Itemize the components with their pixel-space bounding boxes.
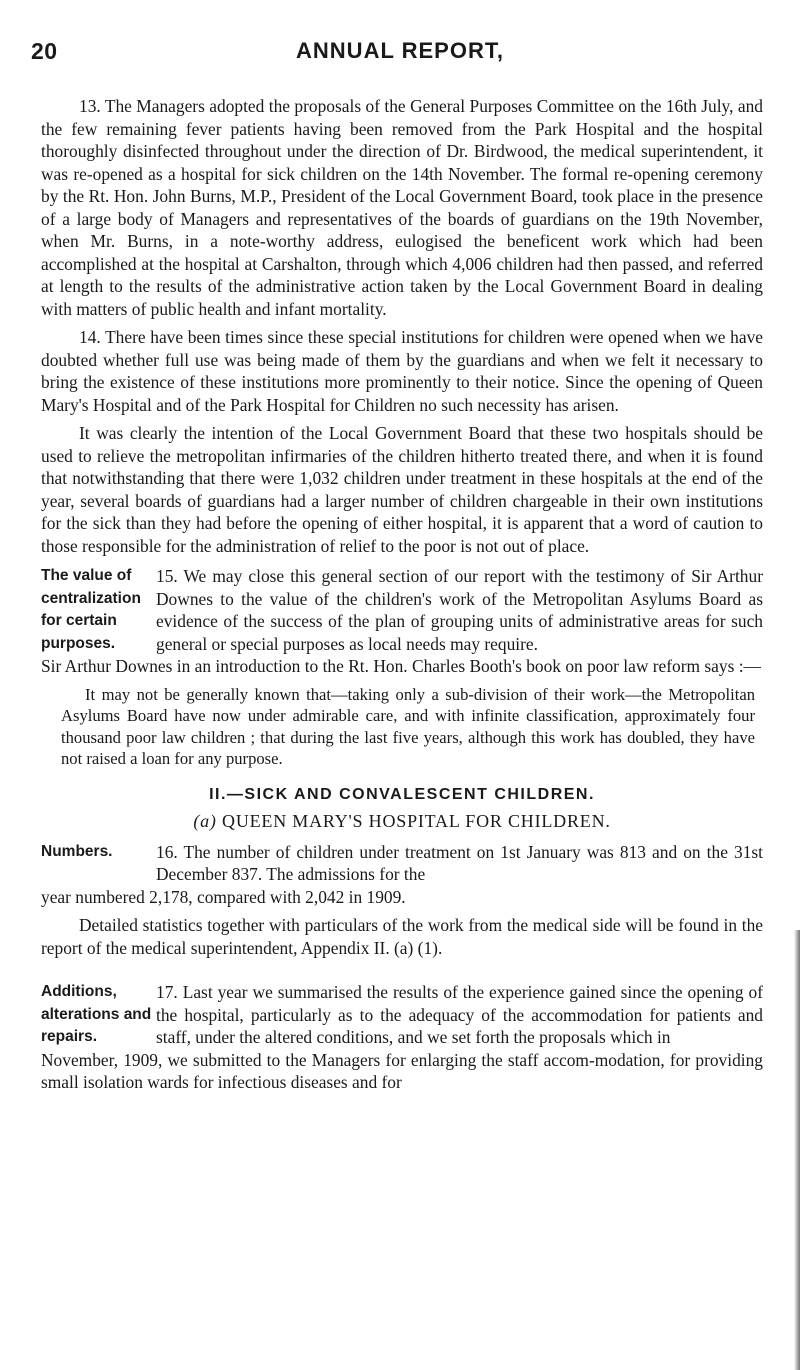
sub-heading xyxy=(41,810,763,833)
report-body xyxy=(41,95,763,1100)
paragraph-14: 14. There have been times since these special institutions for children were opened when we have doubted whether full use was being made of them by the guardians and when we felt it necessary to bring the existence of these institutions more prominently to their notice. Since the opening of Queen Mary's Hospital and of the Park Hospital for Children no such necessity has arisen. xyxy=(41,327,763,415)
section-17 xyxy=(41,981,763,1049)
paragraph-15-continued: Sir Arthur Downes in an introduction to the Rt. Hon. Charles Booth's book on poor law reform says :— xyxy=(41,656,761,676)
paragraph-14-continued: It was clearly the intention of the Local Government Board that these two hospitals should be used to relieve the metropolitan infirmaries of the children hitherto treated there, and when it is found that notwithstanding that there were 1,032 children under treatment in these hospitals at the end of the year, several boards of guardians had a larger number of children chargeable in their own institutions for the sick than they had before the opening of either hospital, it is apparent that a word of caution to those responsible for the administration of relief to the poor is not out of place. xyxy=(41,423,763,556)
downes-quotation: It may not be generally known that—taking only a sub-division of their work—the Metropolitan Asylums Board have now under admirable care, and with infinite classification, approximately four thousand poor law children ; that during the last five years, although this work has doubled, they have not raised a loan for any purpose. xyxy=(61,684,755,768)
page-number: 20 xyxy=(31,38,58,64)
running-title: ANNUAL REPORT, xyxy=(296,38,504,63)
paragraph-17-lead: 17. Last year we summarised the results of the experience gained since the opening of the hospital, particularly as to the adequacy of the accommodation for patients and staff, under the altered conditions, and we set forth the proposals which in xyxy=(156,982,763,1047)
sidenote-numbers: Numbers. xyxy=(41,842,113,860)
sidenote-additions: Additions, alterations and repairs. xyxy=(41,983,152,1045)
sub-heading-label: (a) xyxy=(193,811,217,831)
section-16 xyxy=(41,841,763,886)
paragraph-17-continued: November, 1909, we submitted to the Managers for enlarging the staff accom-modation, for providing small isolation wards for infectious diseases and for xyxy=(41,1049,763,1092)
section-15 xyxy=(41,565,763,655)
paragraph-16-continued: year numbered 2,178, compared with 2,042 in 1909. xyxy=(41,886,406,907)
paragraph-16-lead: 16. The number of children under treatment on 1st January was 813 and on the 31st December 837. The admissions for the xyxy=(156,841,763,884)
sub-heading-title: QUEEN MARY'S HOSPITAL FOR CHILDREN. xyxy=(222,811,611,831)
paragraph-16-detail: Detailed statistics together with particulars of the work from the medical side will be found in the report of the medical superintendent, Appendix II. (a) (1). xyxy=(41,915,763,958)
section-heading: II.—SICK AND CONVALESCENT CHILDREN. xyxy=(209,785,595,803)
paragraph-15-lead: 15. We may close this general section of our report with the testimony of Sir Arthur Downes to the value of the children's work of the Metropolitan Asylums Board as evidence of the success of the plan of grouping units of administrative areas for such general or special purposes as local needs may require. xyxy=(156,566,763,654)
sidenote-centralization: The value of centralization for certain purposes. xyxy=(41,567,141,652)
scan-edge-shadow xyxy=(794,930,800,1370)
paragraph-13: 13. The Managers adopted the proposals of the General Purposes Committee on the 16th July, and the few remaining fever patients having been removed from the Park Hospital and the hospital thoroughly disinfected throughout under the direction of Dr. Birdwood, the medical superintendent, it was re-opened as a hospital for sick children on the 14th November. The formal re-opening ceremony by the Rt. Hon. John Burns, M.P., President of the Local Government Board, took place in the presence of a large body of Managers and representatives of the boards of guardians on the 19th November, when Mr. Burns, in a note-worthy address, eulogised the beneficent work which had been accomplished at the hospital at Carshalton, through which 4,006 children had then passed, and referred at length to the results of the administrative action taken by the Local Government Board in dealing with matters of public health and infant mortality. xyxy=(41,96,763,319)
